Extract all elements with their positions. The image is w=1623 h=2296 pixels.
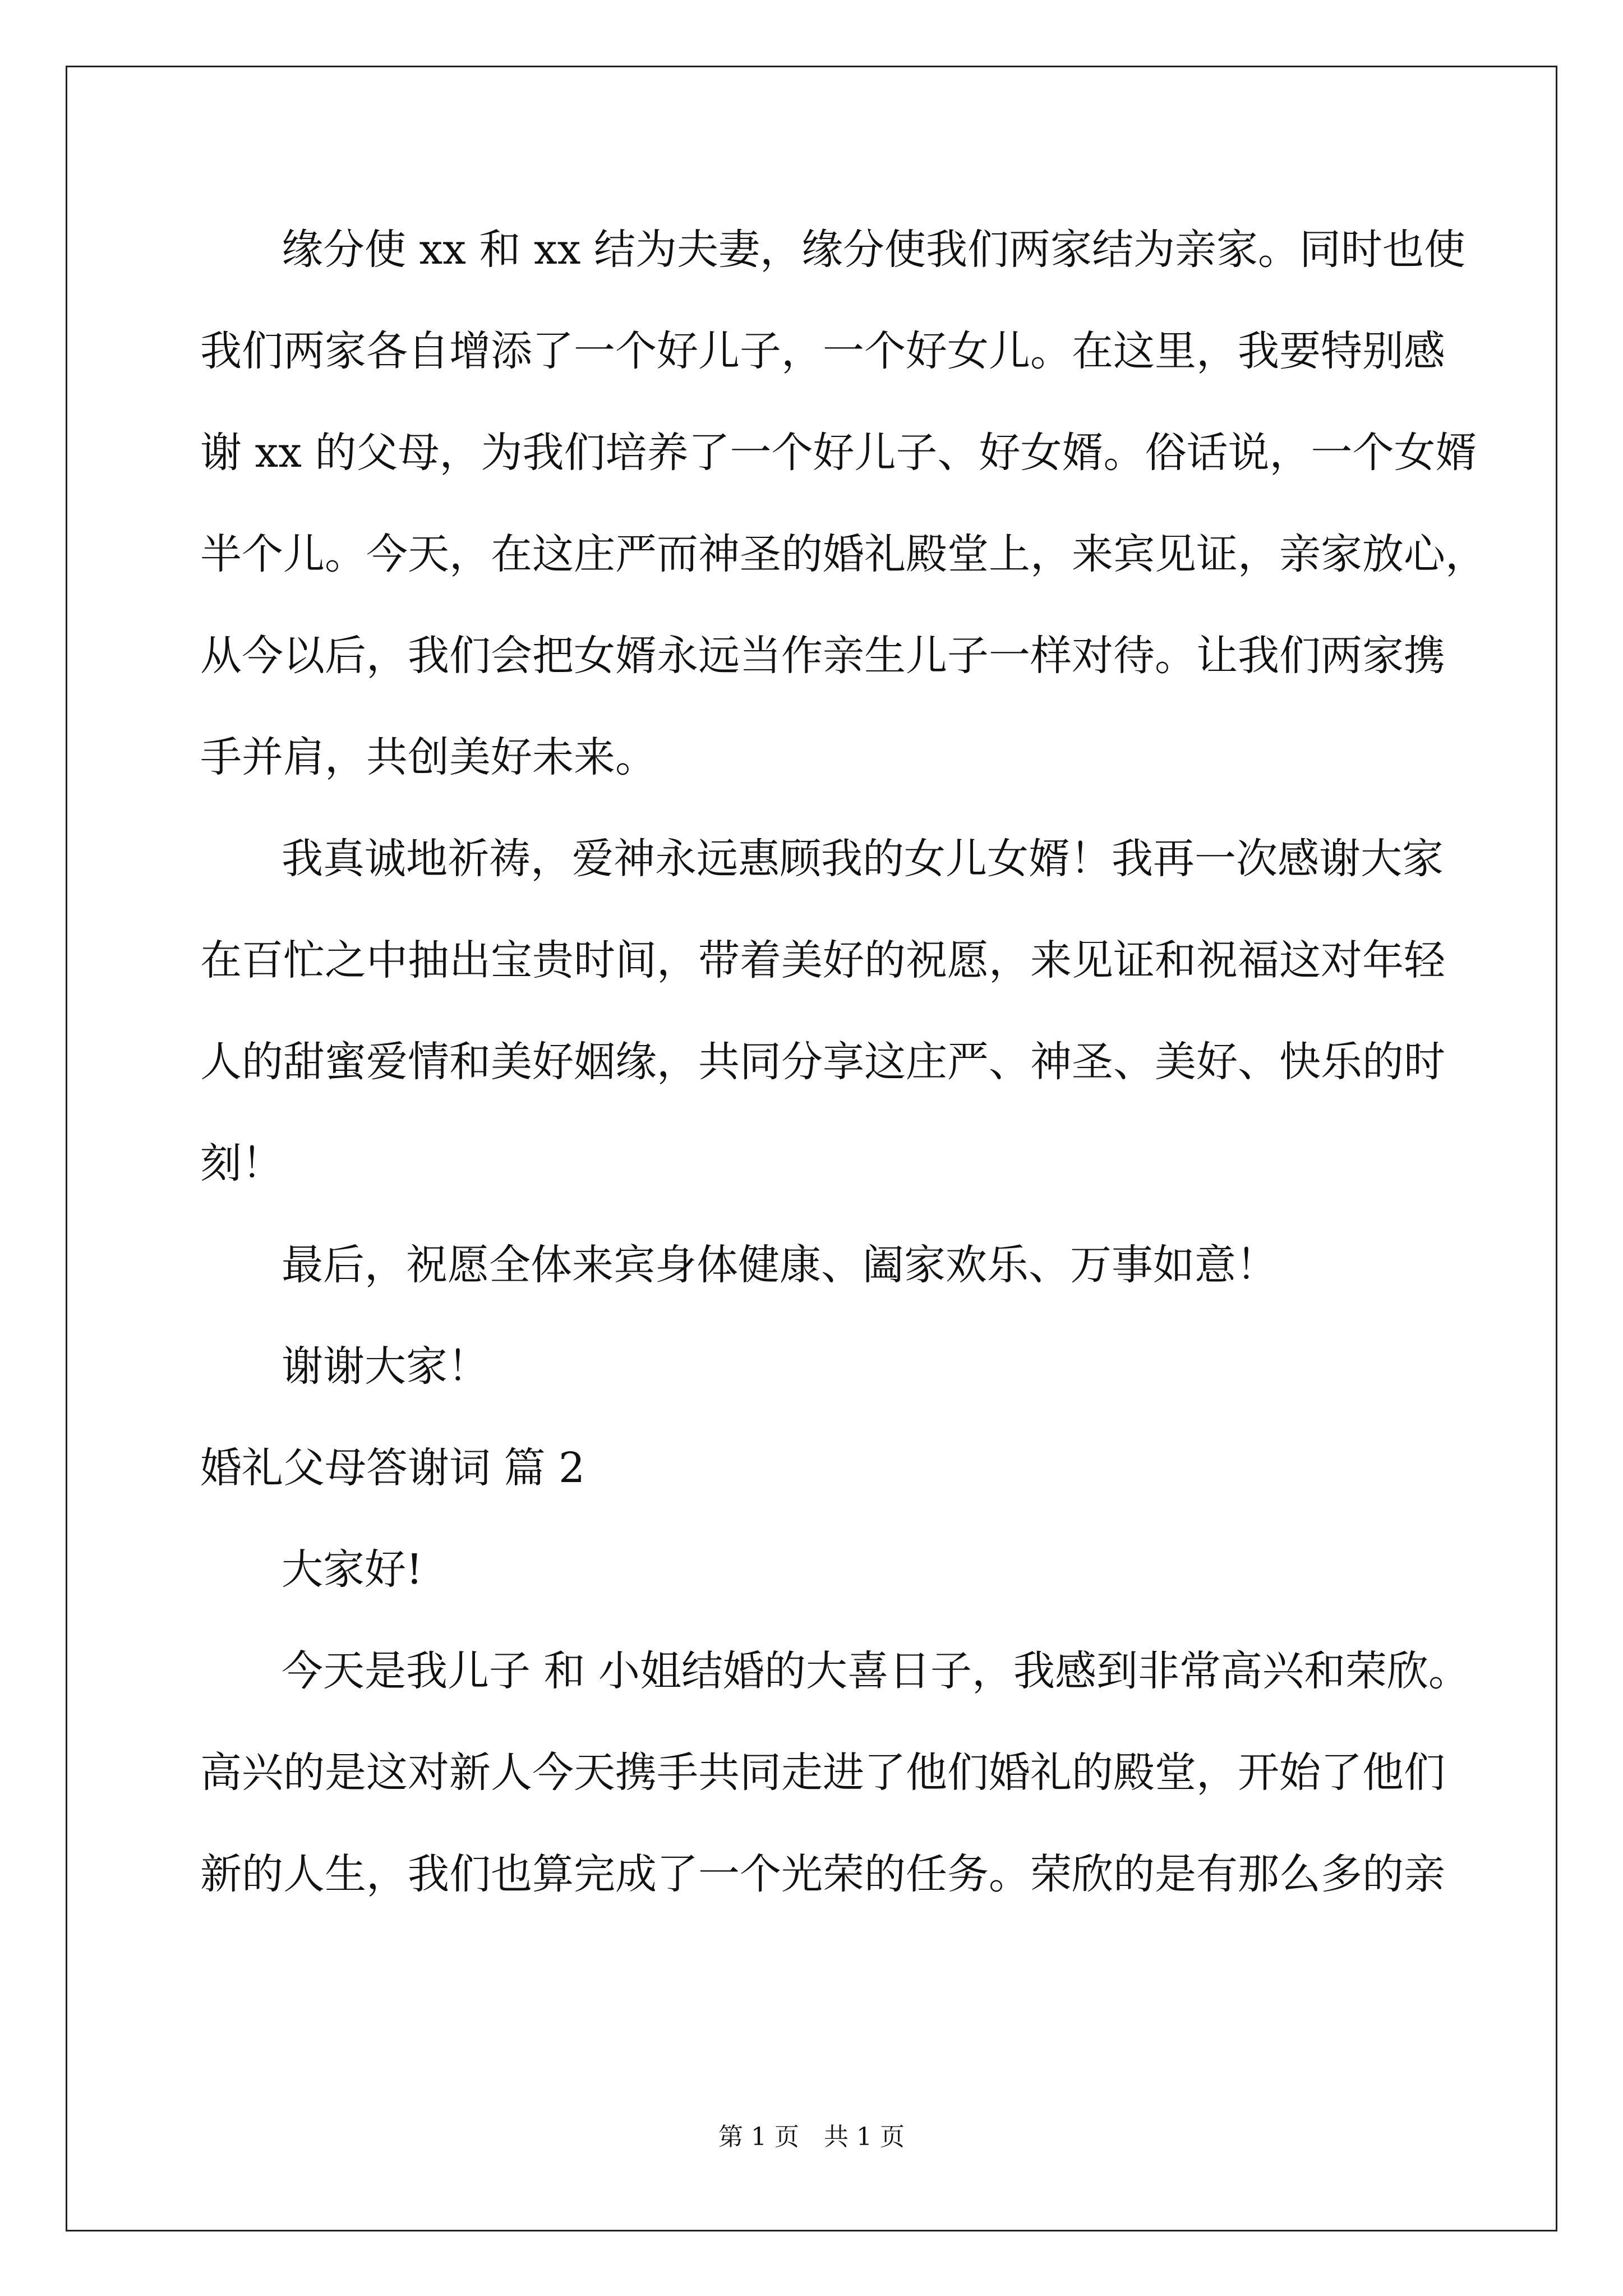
paragraph-1-line-5: 从今以后，我们会把女婿永远当作亲生儿子一样对待。让我们两家携 (200, 632, 1445, 680)
paragraph-5-line-2: 高兴的是这对新人今天携手共同走进了他们婚礼的殿堂，开始了他们 (200, 1749, 1445, 1797)
paragraph-5-line-3: 新的人生，我们也算完成了一个光荣的任务。荣欣的是有那么多的亲 (200, 1850, 1445, 1898)
paragraph-1-line-4: 半个儿。今天，在这庄严而神圣的婚礼殿堂上，来宾见证，亲家放心， (200, 530, 1487, 578)
paragraph-1-line-6: 手并肩，共创美好未来。 (200, 733, 657, 781)
paragraph-5-line-1: 今天是我儿子 和 小姐结婚的大喜日子，我感到非常高兴和荣欣。 (282, 1647, 1470, 1695)
paragraph-4: 谢谢大家！ (282, 1342, 489, 1391)
paragraph-2-line-2: 在百忙之中抽出宝贵时间，带着美好的祝愿，来见证和祝福这对年轻 (200, 936, 1445, 984)
paragraph-2-line-1: 我真诚地祈祷，爱神永远惠顾我的女儿女婿！我再一次感谢大家 (282, 835, 1444, 883)
section-heading: 婚礼父母答谢词 篇 2 (200, 1444, 585, 1492)
paragraph-1-line-3: 谢 xx 的父母，为我们培养了一个好儿子、好女婿。俗话说，一个女婿 (200, 429, 1477, 477)
paragraph-2-line-4: 刻！ (200, 1139, 283, 1188)
greeting: 大家好! (282, 1545, 423, 1594)
paragraph-2-line-3: 人的甜蜜爱情和美好姻缘，共同分享这庄严、神圣、美好、快乐的时 (200, 1038, 1445, 1086)
page-footer: 第 1 页 共 1 页 (718, 2123, 905, 2151)
paragraph-1-line-2: 我们两家各自增添了一个好儿子，一个好女儿。在这里，我要特别感 (200, 327, 1445, 375)
paragraph-1-line-1: 缘分使 xx 和 xx 结为夫妻，缘分使我们两家结为亲家。同时也使 (282, 226, 1466, 274)
paragraph-3: 最后，祝愿全体来宾身体健康、阖家欢乐、万事如意！ (282, 1241, 1278, 1289)
